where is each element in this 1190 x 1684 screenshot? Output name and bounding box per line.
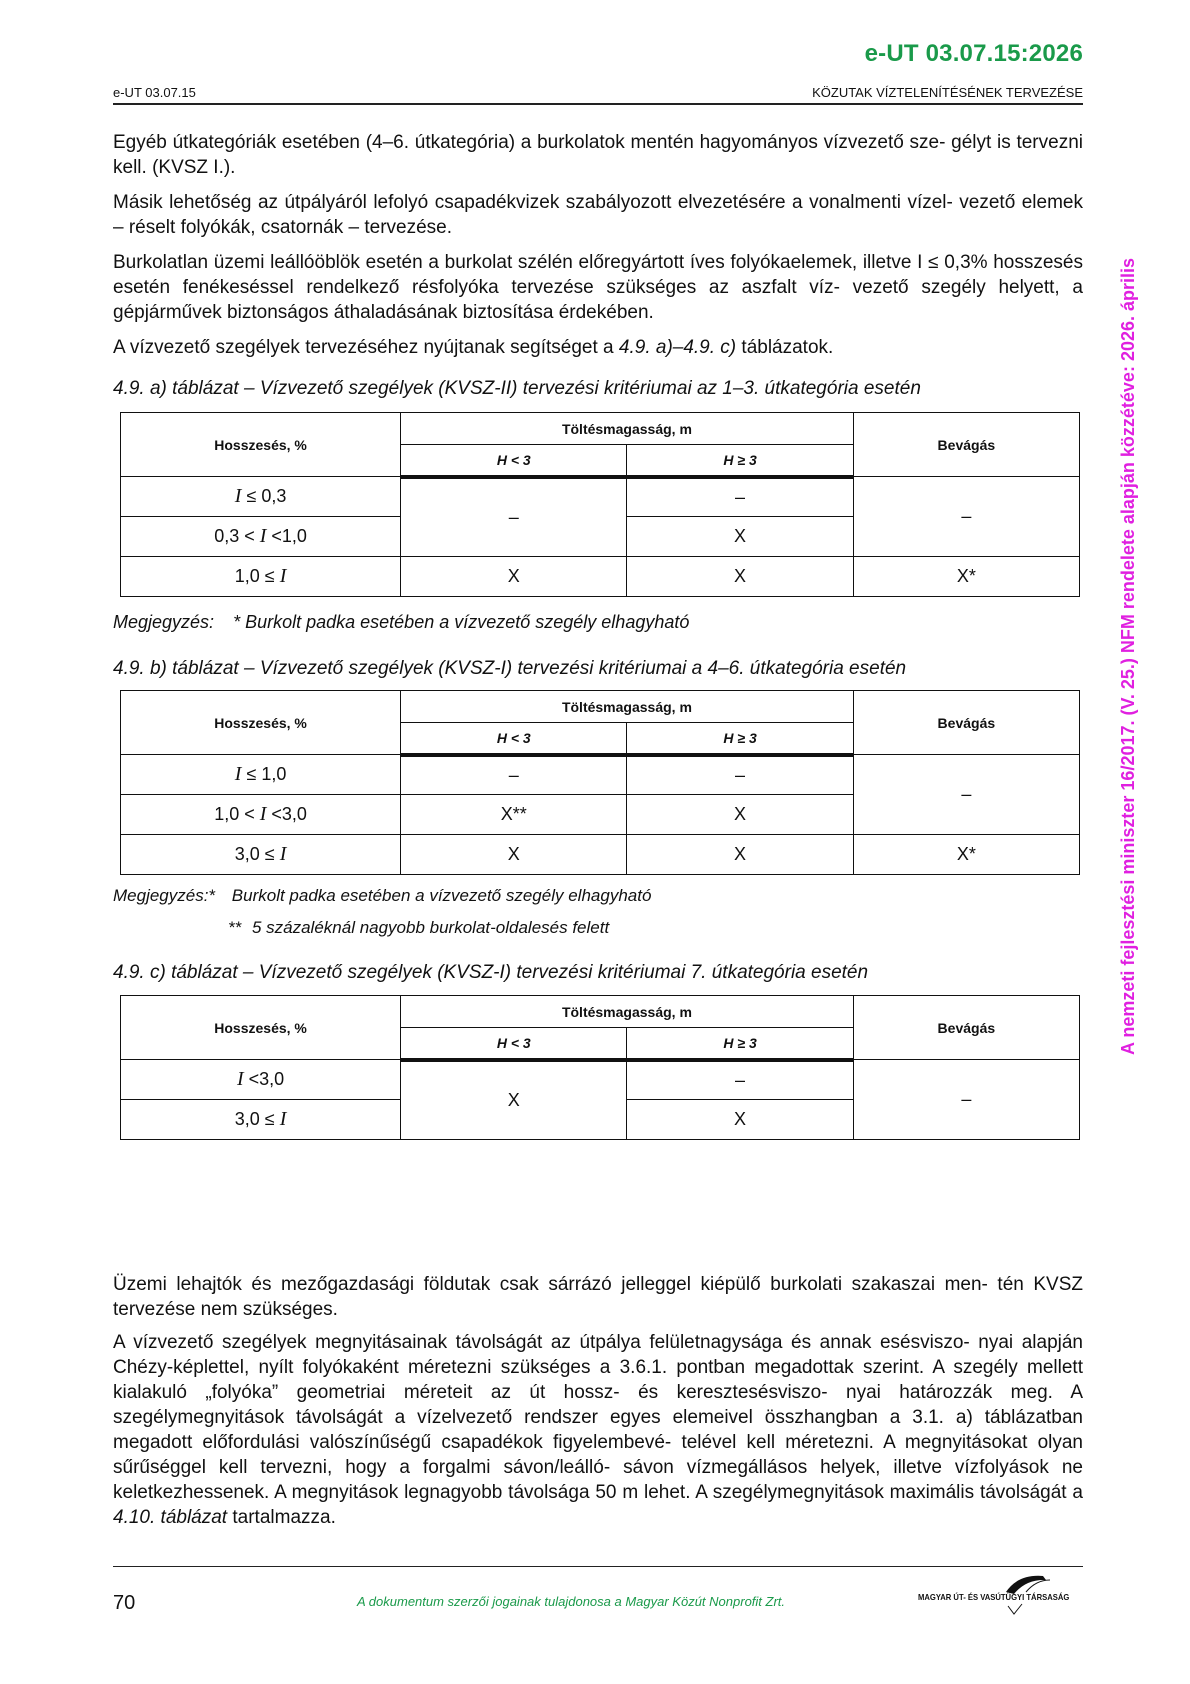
table-note: [228, 918, 609, 938]
text: tartalmazza.: [227, 1507, 336, 1528]
cell-bevagas: X*: [853, 557, 1079, 597]
cell-h-ge3: –: [627, 755, 853, 795]
table-row: [121, 477, 1080, 517]
cell-h-ge3: X: [627, 557, 853, 597]
note-label: Megjegyzés:: [113, 612, 215, 632]
header-toltesmagassag: Töltésmagasság, m: [401, 413, 854, 445]
cell-bevagas: –: [853, 477, 1079, 557]
header-bevagas: Bevágás: [853, 691, 1079, 755]
header-title: KÖZUTAK VÍZTELENÍTÉSÉNEK TERVEZÉSE: [812, 85, 1083, 100]
table-row: [121, 1060, 1080, 1100]
table-note: [113, 886, 651, 906]
paragraph: Másik lehetőség az útpályáról lefolyó csapadékvizek szabályozott elvezetésére a vonalmenti vízel- vezető elemek – réselt folyókák, csatornák – tervezése.: [113, 192, 1083, 238]
note-label: Megjegyzés:*: [113, 886, 216, 905]
table-row: [121, 835, 1080, 875]
table-caption: 4.9. c) táblázat – Vízvezető szegélyek (KVSZ-I) tervezési kritériumai 7. útkategória esetén: [113, 962, 869, 983]
cell-h-ge3: –: [627, 477, 853, 517]
cell-h-lt3: –: [401, 755, 627, 795]
header-left: e-UT 03.07.15: [113, 85, 196, 100]
paragraph: Egyéb útkategóriák esetében (4–6. útkategória) a burkolatok mentén hagyományos vízvezető sze- gélyt is tervezni kell. (KVSZ I.).: [113, 132, 1083, 178]
table-note: [113, 612, 689, 633]
cell-h-lt3: –: [401, 477, 627, 557]
header-hosszeses: Hosszesés, %: [121, 691, 401, 755]
paragraph-table-reference: [113, 335, 1083, 360]
note-text: Burkolt padka esetében a vízvezető szegély elhagyható: [231, 886, 652, 905]
header-h-ge3: H ≥ 3: [627, 723, 853, 755]
header-h-ge3: H ≥ 3: [627, 445, 853, 477]
table-reference: 4.10. táblázat: [113, 1507, 228, 1528]
note-text: * Burkolt padka esetében a vízvezető szegély elhagyható: [233, 612, 690, 632]
logo-text: MAGYAR ÚT- ÉS VASÚTÜGYI TÁRSASÁG: [918, 1592, 1070, 1602]
cell-h-lt3: X: [401, 835, 627, 875]
copyright-notice: A dokumentum szerzői jogainak tulajdonosa a Magyar Közút Nonprofit Zrt.: [357, 1594, 786, 1609]
paragraph: Üzemi lehajtók és mezőgazdasági földutak csak sárrázó jelleggel kiépülő burkolati szakaszai men- tén KVSZ tervezése nem szükséges.: [113, 1274, 1083, 1320]
header-rule: [113, 103, 1083, 105]
text: A vízvezető szegélyek tervezéséhez nyújtanak segítséget a: [113, 337, 619, 358]
cell-h-ge3: –: [627, 1060, 853, 1100]
note-text: 5 százaléknál nagyobb burkolat-oldalesés felett: [251, 918, 610, 937]
range-cell: 0,3 < I <1,0: [121, 517, 401, 557]
cell-h-lt3: X: [401, 1060, 627, 1140]
range-cell: 1,0 < I <3,0: [121, 795, 401, 835]
header-h-ge3: H ≥ 3: [627, 1028, 853, 1060]
document-code: e-UT 03.07.15:2026: [864, 40, 1083, 67]
paragraph-last: [113, 1330, 1083, 1530]
society-logo: [918, 1570, 1088, 1620]
range-cell: I <3,0: [121, 1060, 401, 1100]
criteria-table-b: [120, 690, 1080, 875]
text: A vízvezető szegélyek megnyitásainak távolságát az útpálya felületnagysága és annak esésviszo- nyai alapján Chézy-képlettel, nyílt folyókaként méretezni szükséges a 3.6.1. pontban megadottak szerint. A szegély mellett kialakuló „folyóka” geometriai méreteit az út hossz- és keresztesésviszo- nyai határozzák meg. A szegélymegnyitások távolságát a vízelvezető rendszer egyes elemeivel összhangban a 3.1. a) táblázatban megadott előfordulási valószínűségű csapadékok figyelembevé- telével kell méretezni. A megnyitásokat olyan sűrűséggel kell tervezni, hogy a forgalmi sávon/leálló- sávon vízmegállásos helyek, illetve vízfolyások ne keletkezhessenek. A megnyitások legnagyobb távolsága 50 m lehet. A szegélymegnyitások maximális távolságát a: [113, 1332, 1083, 1503]
cell-h-lt3: X**: [401, 795, 627, 835]
header-bevagas: Bevágás: [853, 996, 1079, 1060]
cell-h-ge3: X: [627, 835, 853, 875]
page-number: 70: [113, 1592, 136, 1614]
publication-stamp: A nemzeti fejlesztési miniszter 16/2017. (V. 25.) NFM rendelete alapján közzétéve: 2026. április: [1118, 257, 1138, 1055]
table-row: [121, 557, 1080, 597]
cell-h-ge3: X: [627, 1100, 853, 1140]
criteria-table-a: [120, 412, 1080, 597]
range-cell: 3,0 ≤ I: [121, 835, 401, 875]
note-label: **: [228, 918, 242, 937]
cell-bevagas: X*: [853, 835, 1079, 875]
range-cell: I ≤ 0,3: [121, 477, 401, 517]
cell-h-ge3: X: [627, 795, 853, 835]
cell-h-ge3: X: [627, 517, 853, 557]
header-hosszeses: Hosszesés, %: [121, 996, 401, 1060]
cell-bevagas: –: [853, 1060, 1079, 1140]
table-reference: 4.9. a)–4.9. c): [618, 337, 737, 358]
table-caption: 4.9. a) táblázat – Vízvezető szegélyek (KVSZ-II) tervezési kritériumai az 1–3. útkategória esetén: [113, 378, 921, 399]
range-cell: 3,0 ≤ I: [121, 1100, 401, 1140]
header-toltesmagassag: Töltésmagasság, m: [401, 996, 854, 1028]
cell-h-lt3: X: [401, 557, 627, 597]
text: táblázatok.: [736, 337, 834, 358]
paragraph: Burkolatlan üzemi leállóöblök esetén a burkolat szélén előregyártott íves folyókaelemek, illetve I ≤ 0,3% hosszesés esetén fenékeséssel rendelkező résfolyóka tervezése szükséges az aszfalt víz- vezető szegély helyett, a gépjárművek biztonságos áthaladásának biztosítása érdekében.: [113, 252, 1083, 323]
header-bevagas: Bevágás: [853, 413, 1079, 477]
range-cell: I ≤ 1,0: [121, 755, 401, 795]
header-h-lt3: H < 3: [401, 1028, 627, 1060]
header-h-lt3: H < 3: [401, 445, 627, 477]
table-row: [121, 755, 1080, 795]
cell-bevagas: –: [853, 755, 1079, 835]
header-toltesmagassag: Töltésmagasság, m: [401, 691, 854, 723]
table-caption: 4.9. b) táblázat – Vízvezető szegélyek (KVSZ-I) tervezési kritériumai a 4–6. útkategória esetén: [113, 658, 907, 679]
header-h-lt3: H < 3: [401, 723, 627, 755]
range-cell: 1,0 ≤ I: [121, 557, 401, 597]
header-hosszeses: Hosszesés, %: [121, 413, 401, 477]
criteria-table-c: [120, 995, 1080, 1140]
footer-rule: [113, 1566, 1083, 1567]
